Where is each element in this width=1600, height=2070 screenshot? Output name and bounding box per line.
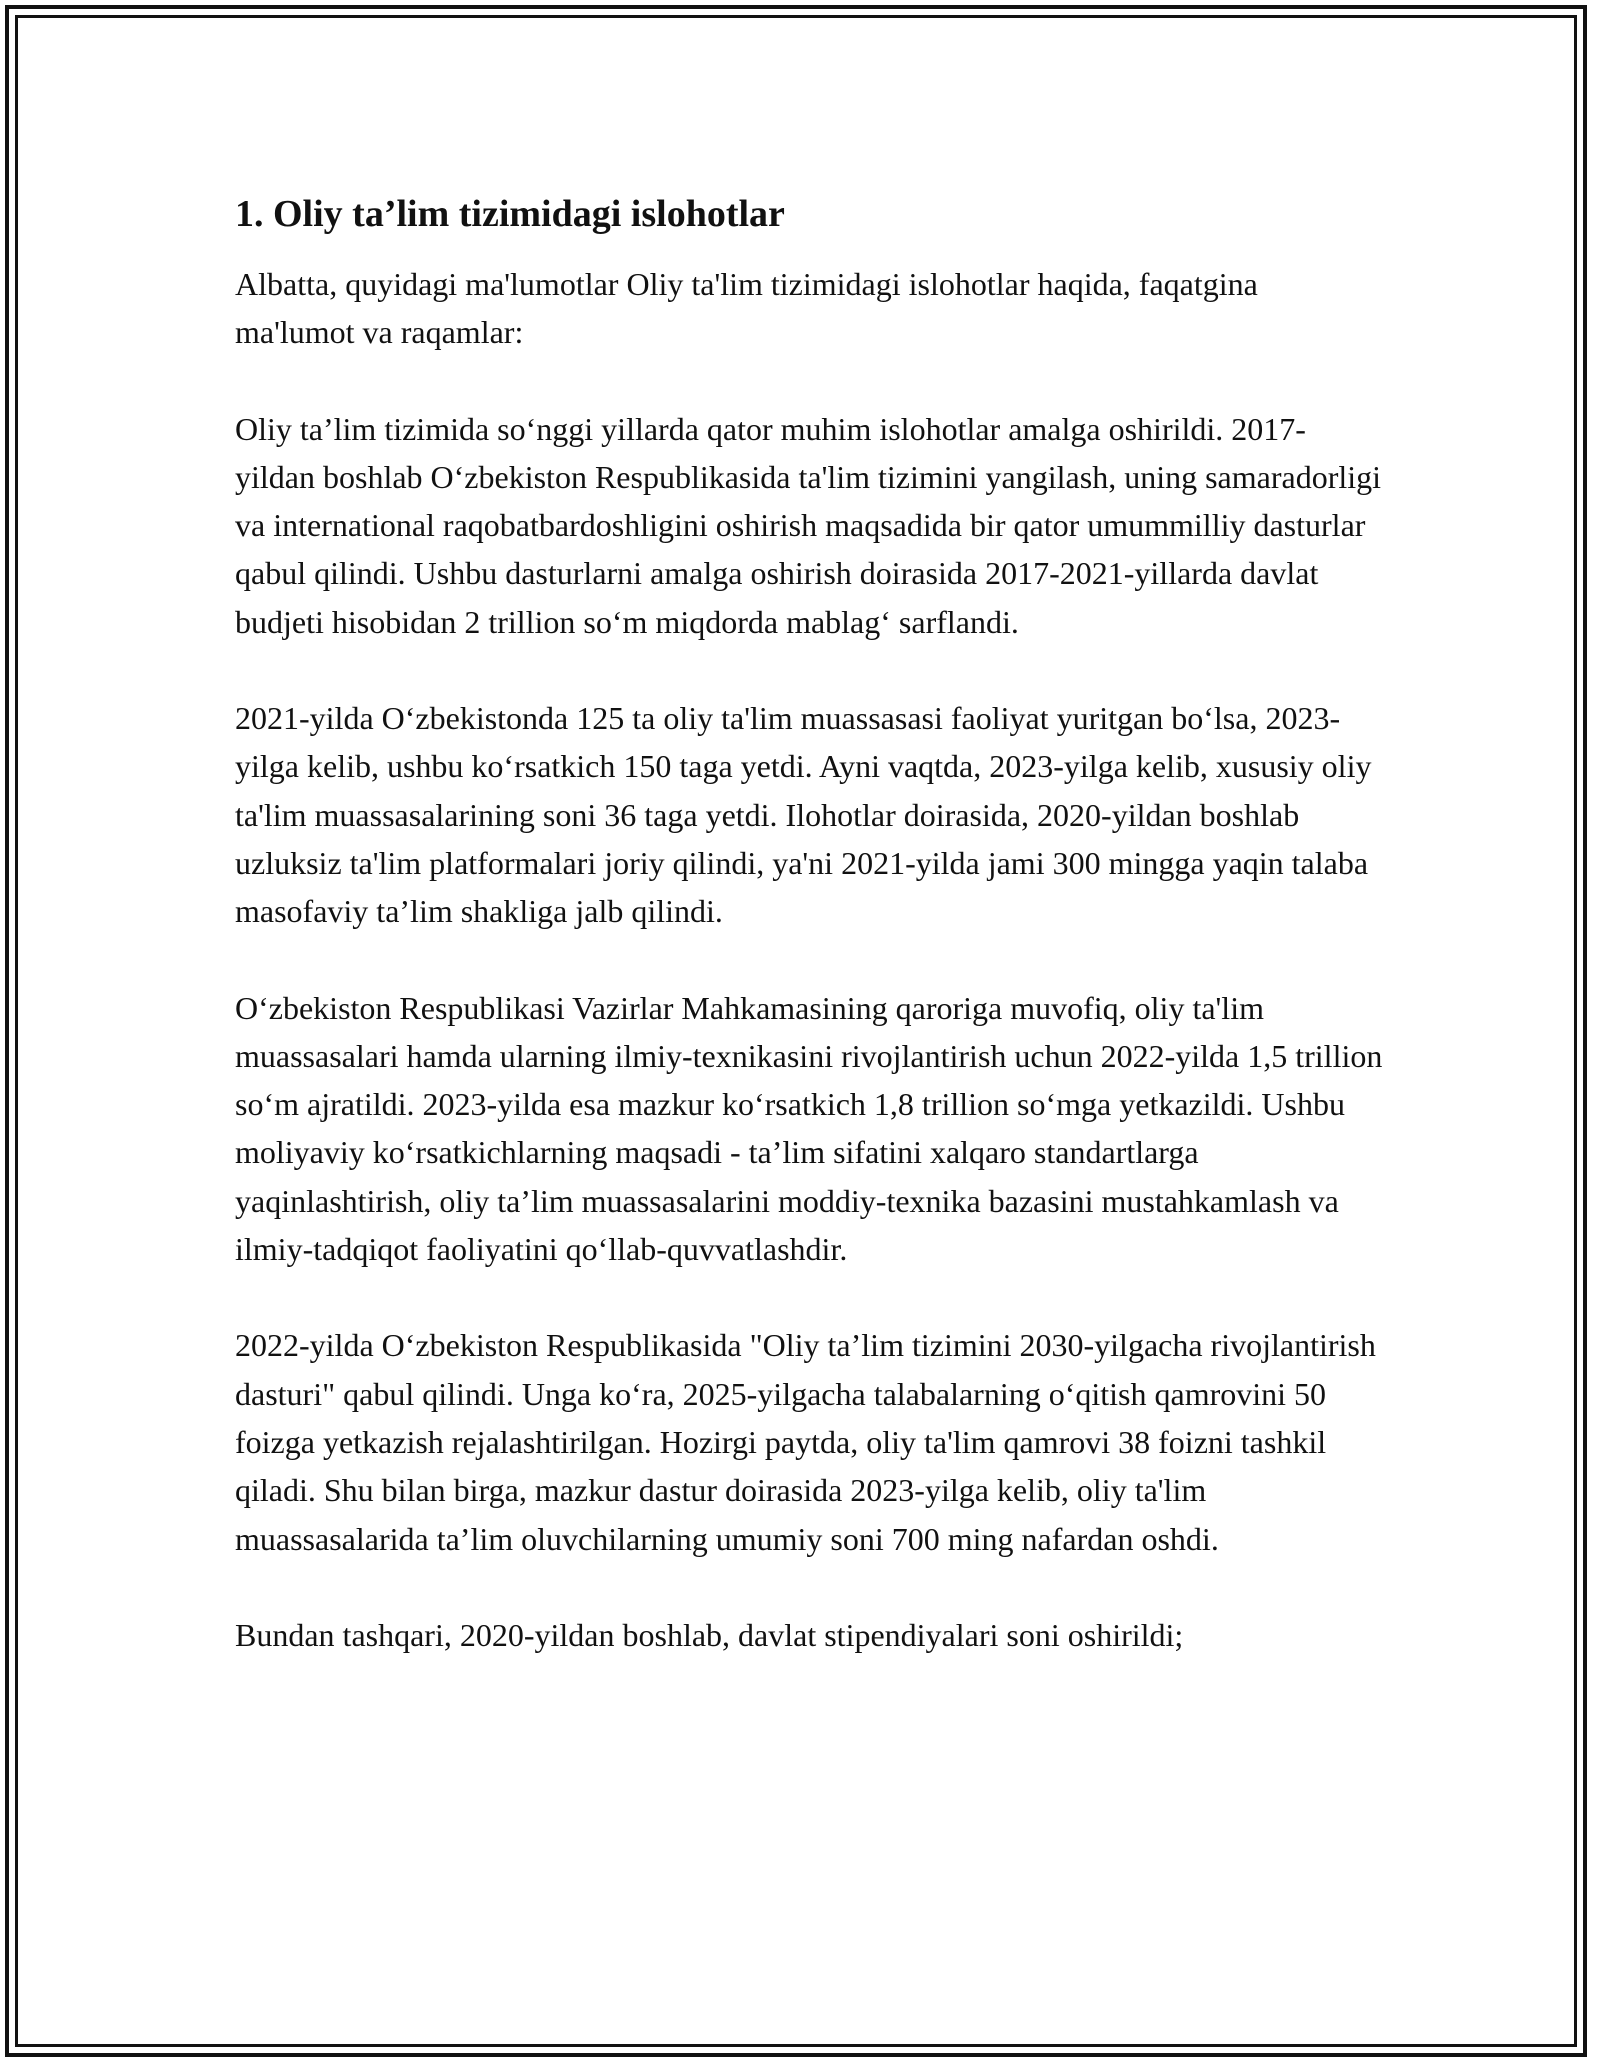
paragraph-stipends: Bundan tashqari, 2020-yildan boshlab, davlat stipendiyalari soni oshirildi; bbox=[235, 1616, 1184, 1653]
paragraph-program-2030: 2022-yilda O‘zbekiston Respublikasida "Oliy ta’lim tizimini 2030-yilgacha rivojlantirish dasturi" qabul qilindi. Unga ko‘ra, 2025-yilgacha talabalarning o‘qitish qamrovini 50 foizga yetkazish rejalashtirilgan. Hozirgi paytda, oliy ta'lim qamrovi 38 foizni tashkil qiladi. Shu bilan birga, mazkur dastur doirasida 2023-yilga kelib, oliy ta'lim muassasalarida ta’lim oluvchilarning umumiy soni 700 ming nafardan oshdi. bbox=[235, 1327, 1376, 1557]
paragraph-intro: Albatta, quyidagi ma'lumotlar Oliy ta'lim tizimidagi islohotlar haqida, faqatgina ma'lumot va raqamlar: bbox=[235, 266, 1258, 351]
paragraph-funding: O‘zbekiston Respublikasi Vazirlar Mahkamasining qaroriga muvofiq, oliy ta'lim muassasalari hamda ularning ilmiy-texnikasini rivojlantirish uchun 2022-yilda 1,5 trillion so‘m ajratildi. 2023-yilda esa mazkur ko‘rsatkich 1,8 trillion so‘mga yetkazildi. Ushbu moliyaviy ko‘rsatkichlarning maqsadi - ta’lim sifatini xalqaro standartlarga yaqinlashtirish, oliy ta’lim muassasalarini moddiy-texnika bazasini mustahkamlash va ilmiy-tadqiqot faoliyatini qo‘llab-quvvatlashdir. bbox=[235, 989, 1383, 1268]
paragraph-institutions: 2021-yilda O‘zbekistonda 125 ta oliy ta'lim muassasasi faoliyat yuritgan bo‘lsa, 2023-yilga kelib, ushbu ko‘rsatkich 150 taga yetdi. Ayni vaqtda, 2023-yilga kelib, xususiy oliy ta'lim muassasalarining soni 36 taga yetdi. Ilohotlar doirasida, 2020-yildan boshlab uzluksiz ta'lim platformalari joriy qilindi, ya'ni 2021-yilda jami 300 mingga yaqin talaba masofaviy ta’lim shakliga jalb qilindi. bbox=[235, 700, 1372, 930]
document-body bbox=[235, 186, 1385, 1659]
paragraph-reforms: Oliy ta’lim tizimida so‘nggi yillarda qator muhim islohotlar amalga oshirildi. 2017-yildan boshlab O‘zbekiston Respublikasida ta'lim tizimini yangilash, uning samaradorligi va international raqobatbardoshligini oshirish maqsadida bir qator umummilliy dasturlar qabul qilindi. Ushbu dasturlarni amalga oshirish doirasida 2017-2021-yillarda davlat budjeti hisobidan 2 trillion so‘m miqdorda mablag‘ sarflandi. bbox=[235, 410, 1382, 640]
section-heading: 1. Oliy ta’lim tizimidagi islohotlar bbox=[235, 193, 785, 235]
